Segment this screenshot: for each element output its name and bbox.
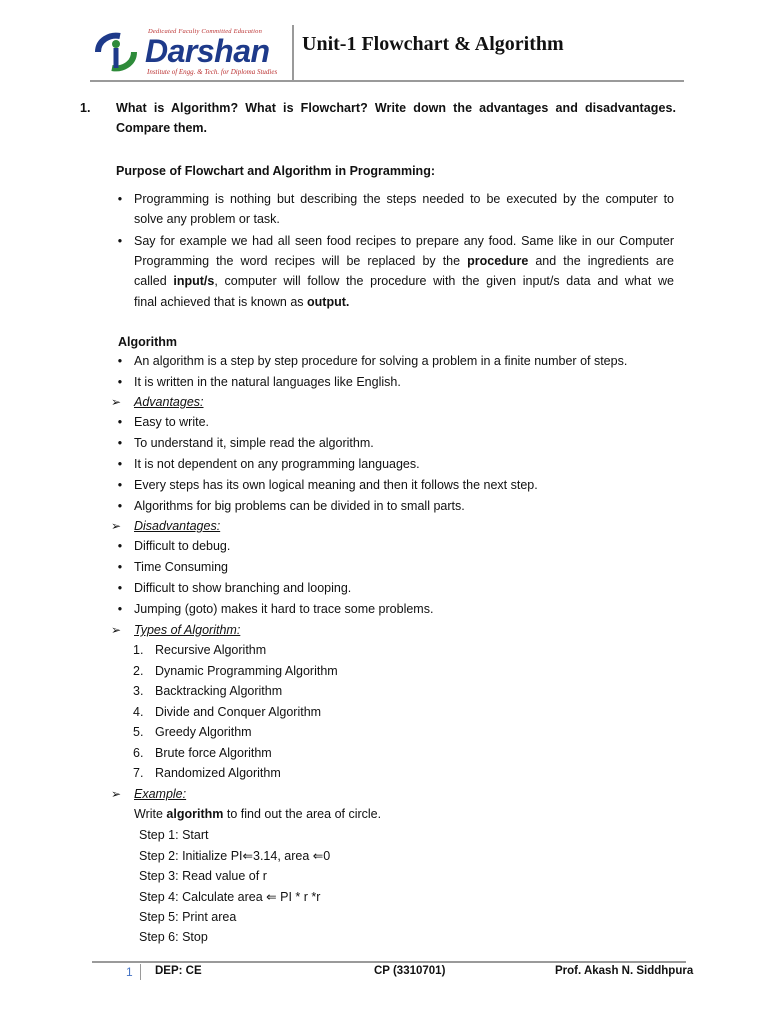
purpose-b2-l1: Say for example we had all seen food recipes to prepare any food. Same like in our Computer bbox=[134, 234, 674, 248]
text: final achieved that is known as bbox=[134, 295, 308, 309]
example-step: Step 3: Read value of r bbox=[139, 869, 267, 883]
bullet: • bbox=[117, 499, 123, 513]
bullet: • bbox=[117, 560, 123, 574]
type-item: Randomized Algorithm bbox=[155, 766, 281, 780]
type-number: 7. bbox=[133, 766, 144, 780]
purpose-b2-l4 bbox=[134, 295, 349, 309]
example-step: Step 1: Start bbox=[139, 828, 209, 842]
types-label: Types of Algorithm: bbox=[134, 623, 241, 637]
type-number: 1. bbox=[133, 643, 144, 657]
bullet: • bbox=[117, 415, 123, 429]
question-number: 1. bbox=[80, 101, 91, 115]
advantage-item: Algorithms for big problems can be divided in to small parts. bbox=[134, 499, 465, 513]
bullet: • bbox=[117, 354, 123, 368]
footer-course: CP (3310701) bbox=[374, 965, 446, 977]
purpose-b2-l3 bbox=[134, 274, 674, 288]
arrow-bullet-icon: ➢ bbox=[111, 519, 122, 533]
type-number: 6. bbox=[133, 746, 144, 760]
bullet: • bbox=[117, 478, 123, 492]
keyword-algorithm: algorithm bbox=[166, 807, 224, 821]
page-title: Unit-1 Flowchart & Algorithm bbox=[302, 33, 564, 55]
advantages-label: Advantages: bbox=[134, 395, 204, 409]
text: , computer will follow the procedure with the given input/s data and what we bbox=[214, 274, 674, 288]
keyword-procedure: procedure bbox=[467, 254, 529, 268]
type-item: Backtracking Algorithm bbox=[155, 684, 283, 698]
disadvantages-label: Disadvantages: bbox=[134, 519, 221, 533]
example-step: Step 2: Initialize PI⇐3.14, area ⇐0 bbox=[139, 849, 331, 863]
type-item: Dynamic Programming Algorithm bbox=[155, 664, 338, 678]
advantage-item: It is not dependent on any programming languages. bbox=[134, 457, 420, 471]
advantage-item: Every steps has its own logical meaning and then it follows the next step. bbox=[134, 478, 538, 492]
institute-logo bbox=[90, 28, 278, 78]
purpose-b1-l1: Programming is nothing but describing the steps needed to be executed by the computer to bbox=[134, 192, 674, 206]
header-divider bbox=[292, 25, 294, 80]
arrow-bullet-icon: ➢ bbox=[111, 623, 122, 637]
type-item: Divide and Conquer Algorithm bbox=[155, 705, 322, 719]
logo-name: Darshan bbox=[145, 33, 270, 69]
bullet: • bbox=[117, 192, 123, 206]
question-line-1: What is Algorithm? What is Flowchart? Write down the advantages and disadvantages. bbox=[116, 101, 676, 115]
algorithm-point: It is written in the natural languages like English. bbox=[134, 375, 401, 389]
example-step: Step 4: Calculate area ⇐ PI * r *r bbox=[139, 890, 321, 904]
purpose-b2-l2 bbox=[134, 254, 674, 268]
header-rule bbox=[90, 80, 684, 82]
type-number: 2. bbox=[133, 664, 144, 678]
bullet: • bbox=[117, 375, 123, 389]
question-line-2: Compare them. bbox=[116, 121, 207, 135]
keyword-inputs: input/s bbox=[173, 274, 215, 288]
disadvantage-item: Jumping (goto) makes it hard to trace some problems. bbox=[134, 602, 434, 616]
arrow-bullet-icon: ➢ bbox=[111, 395, 122, 409]
bullet: • bbox=[117, 234, 123, 248]
logo-tagline: Dedicated Faculty Committed Education bbox=[148, 28, 263, 35]
type-item: Recursive Algorithm bbox=[155, 643, 267, 657]
type-number: 4. bbox=[133, 705, 144, 719]
algorithm-point: An algorithm is a step by step procedure for solving a problem in a finite number of steps. bbox=[134, 354, 628, 368]
keyword-output: output. bbox=[307, 295, 350, 309]
logo-subtitle: Institute of Engg. & Tech. for Diploma Studies bbox=[147, 68, 278, 76]
type-number: 3. bbox=[133, 684, 144, 698]
page-number: 1 bbox=[126, 965, 133, 979]
logo-emblem-icon bbox=[90, 30, 142, 74]
type-item: Brute force Algorithm bbox=[155, 746, 272, 760]
disadvantage-item: Difficult to debug. bbox=[134, 539, 231, 553]
bullet: • bbox=[117, 539, 123, 553]
bullet: • bbox=[117, 436, 123, 450]
text: called bbox=[134, 274, 174, 288]
bullet: • bbox=[117, 581, 123, 595]
bullet: • bbox=[117, 602, 123, 616]
disadvantage-item: Time Consuming bbox=[134, 560, 229, 574]
example-intro bbox=[134, 807, 381, 821]
algorithm-heading: Algorithm bbox=[118, 335, 178, 349]
advantage-item: To understand it, simple read the algorithm. bbox=[134, 436, 374, 450]
footer-author: Prof. Akash N. Siddhpura bbox=[555, 965, 694, 977]
text: Write bbox=[134, 807, 167, 821]
arrow-bullet-icon: ➢ bbox=[111, 787, 122, 801]
advantage-item: Easy to write. bbox=[134, 415, 210, 429]
example-label: Example: bbox=[134, 787, 187, 801]
purpose-heading: Purpose of Flowchart and Algorithm in Programming: bbox=[116, 164, 435, 178]
text: to find out the area of circle. bbox=[223, 807, 382, 821]
disadvantage-item: Difficult to show branching and looping. bbox=[134, 581, 352, 595]
text: Programming the word recipes will be replaced by the bbox=[134, 254, 468, 268]
bullet: • bbox=[117, 457, 123, 471]
footer-department: DEP: CE bbox=[155, 965, 202, 977]
purpose-b1-l2: solve any problem or task. bbox=[134, 212, 280, 226]
type-item: Greedy Algorithm bbox=[155, 725, 252, 739]
footer-rule bbox=[92, 961, 686, 963]
type-number: 5. bbox=[133, 725, 144, 739]
text: and the ingredients are bbox=[528, 254, 674, 268]
example-step: Step 6: Stop bbox=[139, 930, 208, 944]
example-step: Step 5: Print area bbox=[139, 910, 237, 924]
